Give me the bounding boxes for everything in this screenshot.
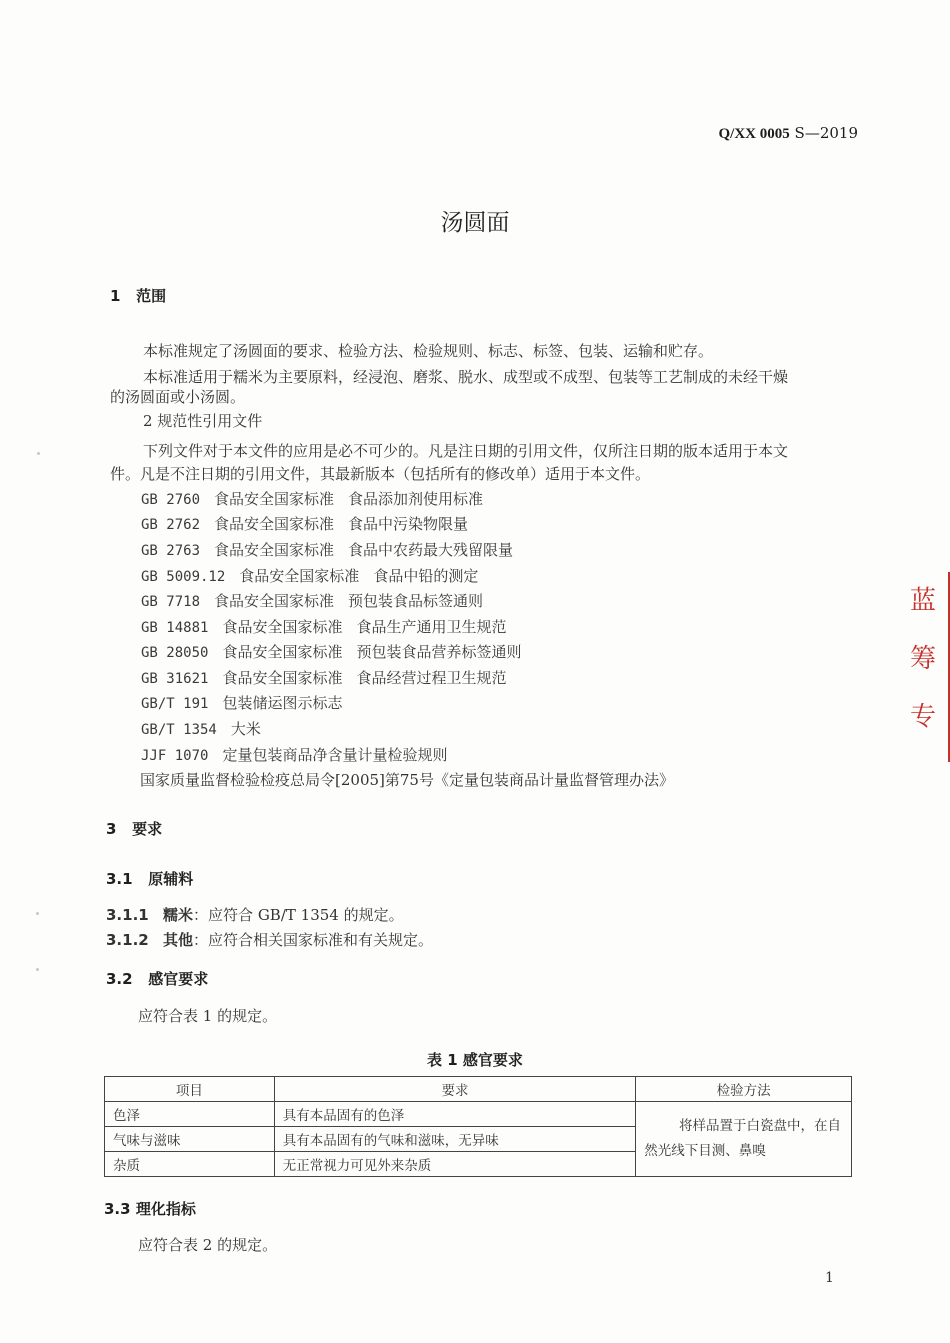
reference-item xyxy=(141,641,521,662)
reference-title-part-2: 食品中农药最大残留限量 xyxy=(348,541,514,559)
reference-code: GB/T 191 xyxy=(141,696,209,712)
standard-code xyxy=(719,124,858,143)
section-3-3-number: 3.3 xyxy=(104,1200,131,1218)
page-title: 汤圆面 xyxy=(440,210,510,236)
method-line-1: 将样品置于白瓷盘中，在自 xyxy=(679,1118,841,1134)
section-3-2-number: 3.2 xyxy=(106,970,133,988)
standard-code-bold: Q/XX 0005 xyxy=(718,126,790,142)
reference-title-part-1: 大米 xyxy=(230,720,261,738)
table-cell-requirement: 无正常视力可见外来杂质 xyxy=(274,1152,635,1177)
reference-code: GB 2763 xyxy=(141,543,201,559)
reference-item xyxy=(141,718,261,739)
reference-code: GB 2760 xyxy=(141,492,201,508)
table-cell-method xyxy=(636,1102,852,1177)
scan-speck xyxy=(37,452,40,455)
table-cell-item: 气味与滋味 xyxy=(105,1127,275,1152)
table-row xyxy=(105,1102,852,1127)
reference-title-part-1: 包装储运图示标志 xyxy=(222,694,343,712)
table-header-row xyxy=(105,1077,852,1102)
refs-intro-line-1: 下列文件对于本文件的应用是必不可少的。凡是注日期的引用文件，仅所注日期的版本适用于本文 xyxy=(143,442,789,460)
section-3-number: 3 xyxy=(106,820,117,838)
section-3-heading xyxy=(106,818,162,839)
standard-code-suffix: S—2019 xyxy=(794,124,858,142)
table-cell-requirement: 具有本品固有的色泽 xyxy=(274,1102,635,1127)
clause-3-1-1 xyxy=(106,904,404,925)
sensory-requirements-table xyxy=(104,1076,852,1177)
table-cell-requirement: 具有本品固有的气味和滋味，无异味 xyxy=(274,1127,635,1152)
section-1-number: 1 xyxy=(110,287,121,305)
reference-code: GB 2762 xyxy=(141,517,201,533)
reference-item xyxy=(141,513,468,534)
clause-3-1-2-term: 其他 xyxy=(163,931,194,949)
reference-title-part-1: 食品安全国家标准 xyxy=(214,592,335,610)
reference-title-part-2: 食品生产通用卫生规范 xyxy=(356,618,507,636)
section-1-title: 范围 xyxy=(136,287,167,305)
reference-title-part-1: 食品安全国家标准 xyxy=(222,643,343,661)
reference-title-part-2: 食品中污染物限量 xyxy=(348,515,469,533)
reference-title-part-2: 预包装食品标签通则 xyxy=(348,592,484,610)
reference-title-part-1: 食品安全国家标准 xyxy=(239,567,360,585)
table-header-item: 项目 xyxy=(105,1077,275,1102)
method-line-2: 然光线下目测、鼻嗅 xyxy=(644,1143,766,1159)
table-1-caption: 表 1 感官要求 xyxy=(427,1051,523,1069)
table-cell-item: 杂质 xyxy=(105,1152,275,1177)
section-1-heading xyxy=(110,285,166,306)
page-number: 1 xyxy=(825,1270,834,1286)
reference-item xyxy=(141,565,478,586)
section-3-1-title: 原辅料 xyxy=(148,870,194,888)
clause-3-1-1-number: 3.1.1 xyxy=(106,906,149,924)
reference-last: 国家质量监督检验检疫总局令[2005]第75号《定量包装商品计量监督管理办法》 xyxy=(140,771,674,789)
section-3-1-heading xyxy=(106,868,193,889)
scan-speck xyxy=(36,912,39,915)
section-3-3-heading xyxy=(104,1198,196,1219)
reference-title-part-2: 预包装食品营养标签通则 xyxy=(356,643,522,661)
reference-item xyxy=(141,616,506,637)
reference-item xyxy=(141,692,342,713)
clause-3-1-2-text: ：应符合相关国家标准和有关规定。 xyxy=(193,931,434,949)
reference-code: JJF 1070 xyxy=(141,748,209,764)
reference-title-part-1: 食品安全国家标准 xyxy=(214,541,335,559)
seal-char-1: 蓝 xyxy=(910,586,937,616)
clause-3-1-1-text: ：应符合 GB/T 1354 的规定。 xyxy=(193,906,404,924)
section-3-2-heading xyxy=(106,968,208,989)
reference-title-part-2: 食品经营过程卫生规范 xyxy=(356,669,507,687)
seal-char-3: 专 xyxy=(910,702,937,732)
clause-3-1-2 xyxy=(106,929,433,950)
seal-char-2: 筹 xyxy=(910,644,937,674)
reference-item xyxy=(141,488,483,509)
refs-intro-line-2: 件。凡是不注日期的引用文件，其最新版本（包括所有的修改单）适用于本文件。 xyxy=(110,465,651,483)
reference-title-part-1: 食品安全国家标准 xyxy=(214,515,335,533)
table-header-requirement: 要求 xyxy=(274,1077,635,1102)
reference-title-part-2: 食品添加剂使用标准 xyxy=(348,490,484,508)
section-3-title: 要求 xyxy=(132,820,163,838)
reference-item xyxy=(141,539,513,560)
reference-code: GB 14881 xyxy=(141,620,209,636)
section-3-3-text: 应符合表 2 的规定。 xyxy=(138,1236,278,1254)
reference-title-part-2: 食品中铅的测定 xyxy=(373,567,479,585)
scope-paragraph-2-line-1: 本标准适用于糯米为主要原料，经浸泡、磨浆、脱水、成型或不成型、包装等工艺制成的未经干燥 xyxy=(143,368,789,386)
reference-code: GB 28050 xyxy=(141,645,209,661)
clause-3-1-1-term: 糯米 xyxy=(163,906,194,924)
reference-title-part-1: 食品安全国家标准 xyxy=(214,490,335,508)
reference-title-part-1: 食品安全国家标准 xyxy=(222,669,343,687)
scan-speck xyxy=(36,968,39,971)
seal-stamp xyxy=(910,572,950,762)
reference-item xyxy=(141,590,483,611)
section-3-2-title: 感官要求 xyxy=(148,970,209,988)
scope-paragraph-1: 本标准规定了汤圆面的要求、检验方法、检验规则、标志、标签、包装、运输和贮存。 xyxy=(143,342,714,360)
reference-code: GB 31621 xyxy=(141,671,209,687)
table-cell-item: 色泽 xyxy=(105,1102,275,1127)
section-3-2-text: 应符合表 1 的规定。 xyxy=(138,1007,278,1025)
section-2-heading: 2 规范性引用文件 xyxy=(143,412,263,430)
reference-code: GB 7718 xyxy=(141,594,201,610)
reference-code: GB 5009.12 xyxy=(141,569,226,585)
reference-item xyxy=(141,667,506,688)
reference-title-part-1: 定量包装商品净含量计量检验规则 xyxy=(222,746,448,764)
reference-title-part-1: 食品安全国家标准 xyxy=(222,618,343,636)
section-3-3-title: 理化指标 xyxy=(135,1200,196,1218)
reference-code: GB/T 1354 xyxy=(141,722,217,738)
table-header-method: 检验方法 xyxy=(636,1077,852,1102)
reference-item xyxy=(141,744,447,765)
scope-paragraph-2-line-2: 的汤圆面或小汤圆。 xyxy=(110,388,246,406)
section-3-1-number: 3.1 xyxy=(106,870,133,888)
clause-3-1-2-number: 3.1.2 xyxy=(106,931,149,949)
